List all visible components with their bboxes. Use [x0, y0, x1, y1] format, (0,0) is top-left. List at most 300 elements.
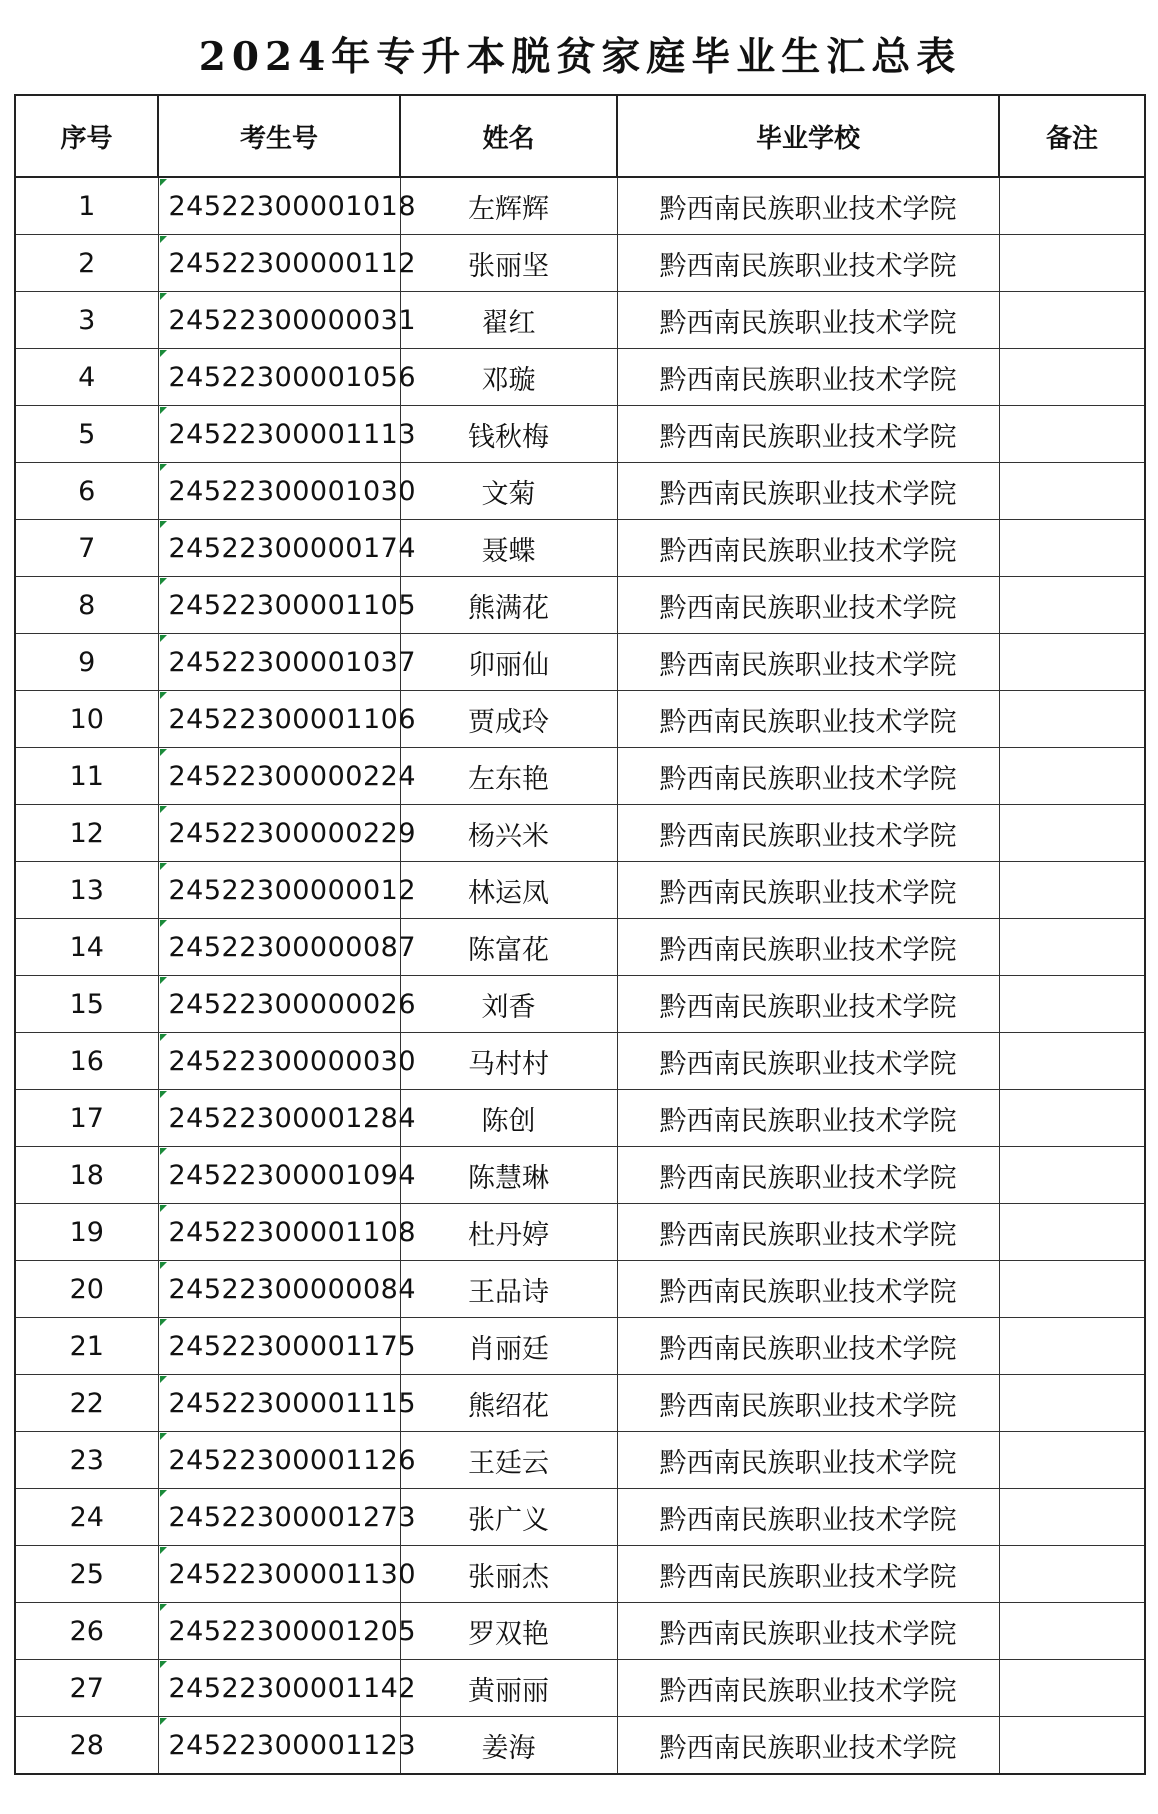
- cell-name-text: 钱秋梅: [468, 421, 549, 453]
- cell-text-marker-icon: [160, 977, 167, 984]
- cell-text-marker-icon: [160, 407, 167, 414]
- cell-school-text: 黔西南民族职业技术学院: [659, 193, 957, 225]
- cell-name: [400, 748, 617, 805]
- cell-exam-id-text: 24522300001205: [168, 1615, 416, 1647]
- cell-text-marker-icon: [160, 1718, 167, 1725]
- cell-exam-id-text: 24522300001105: [168, 589, 416, 621]
- cell-name: [400, 577, 617, 634]
- cell-no-text: 12: [69, 817, 104, 849]
- cell-name: [400, 1546, 617, 1603]
- cell-no: [15, 292, 158, 349]
- cell-exam-id-text: 24522300000084: [168, 1273, 416, 1305]
- cell-exam-id: [158, 1090, 416, 1147]
- cell-exam-id: [158, 292, 416, 349]
- cell-school: [617, 1033, 999, 1090]
- cell-no: [15, 1318, 158, 1375]
- cell-no: [15, 463, 158, 520]
- cell-name-text: 马村村: [468, 1048, 549, 1080]
- cell-no: [15, 976, 158, 1033]
- cell-school-text: 黔西南民族职业技术学院: [659, 649, 957, 681]
- cell-no: [15, 1261, 158, 1318]
- cell-no: [15, 1432, 158, 1489]
- cell-school: [617, 577, 999, 634]
- table-row: [15, 292, 1145, 349]
- cell-no: [15, 805, 158, 862]
- table-row: [15, 235, 1145, 292]
- cell-name-text: 张广义: [468, 1504, 549, 1536]
- cell-school-text: 黔西南民族职业技术学院: [659, 1105, 957, 1137]
- cell-exam-id: [158, 520, 416, 577]
- cell-exam-id: [158, 1204, 416, 1261]
- cell-no: [15, 862, 158, 919]
- cell-note: [999, 520, 1145, 577]
- cell-school-text: 黔西南民族职业技术学院: [659, 1732, 957, 1764]
- table-row: [15, 1432, 1145, 1489]
- cell-text-marker-icon: [160, 179, 167, 186]
- cell-exam-id-text: 24522300001284: [168, 1102, 416, 1134]
- column-header-no: 序号: [15, 95, 158, 177]
- cell-text-marker-icon: [160, 1319, 167, 1326]
- cell-name: [400, 1660, 617, 1717]
- column-header-note: 备注: [999, 95, 1145, 177]
- cell-exam-id-text: 24522300000087: [168, 931, 416, 963]
- cell-exam-id: [158, 463, 416, 520]
- cell-exam-id: [158, 577, 416, 634]
- cell-name-text: 卯丽仙: [468, 649, 549, 681]
- cell-school: [617, 520, 999, 577]
- cell-no: [15, 520, 158, 577]
- cell-no-text: 19: [69, 1216, 104, 1248]
- cell-school: [617, 177, 999, 235]
- cell-school: [617, 1318, 999, 1375]
- cell-school-text: 黔西南民族职业技术学院: [659, 307, 957, 339]
- cell-exam-id-text: 24522300001115: [168, 1387, 416, 1419]
- cell-exam-id: [158, 1261, 416, 1318]
- cell-school-text: 黔西南民族职业技术学院: [659, 1276, 957, 1308]
- cell-text-marker-icon: [160, 1091, 167, 1098]
- cell-no-text: 27: [69, 1672, 104, 1704]
- cell-text-marker-icon: [160, 236, 167, 243]
- table-row: [15, 577, 1145, 634]
- table-row: [15, 1261, 1145, 1318]
- cell-no: [15, 577, 158, 634]
- cell-name: [400, 919, 617, 976]
- table-row: [15, 919, 1145, 976]
- cell-no-text: 13: [69, 874, 104, 906]
- cell-note: [999, 1033, 1145, 1090]
- cell-exam-id-text: 24522300001126: [168, 1444, 416, 1476]
- cell-school-text: 黔西南民族职业技术学院: [659, 1219, 957, 1251]
- cell-exam-id: [158, 1717, 416, 1775]
- cell-exam-id-text: 24522300000031: [168, 304, 416, 336]
- cell-exam-id-text: 24522300000026: [168, 988, 416, 1020]
- table-row: [15, 1147, 1145, 1204]
- cell-exam-id: [158, 862, 416, 919]
- page-title: 2024年专升本脱贫家庭毕业生汇总表: [15, 14, 1145, 95]
- cell-no-text: 5: [78, 418, 96, 450]
- cell-note: [999, 805, 1145, 862]
- cell-school-text: 黔西南民族职业技术学院: [659, 877, 957, 909]
- cell-exam-id-text: 24522300001106: [168, 703, 416, 735]
- cell-school-text: 黔西南民族职业技术学院: [659, 763, 957, 795]
- cell-note: [999, 406, 1145, 463]
- cell-exam-id-text: 24522300001142: [168, 1672, 416, 1704]
- table-row: [15, 805, 1145, 862]
- cell-name-text: 熊满花: [468, 592, 549, 624]
- cell-note: [999, 577, 1145, 634]
- cell-note: [999, 1318, 1145, 1375]
- cell-note: [999, 1546, 1145, 1603]
- table-row: [15, 1318, 1145, 1375]
- cell-name: [400, 292, 617, 349]
- table-row: [15, 1489, 1145, 1546]
- cell-name-text: 刘香: [481, 991, 536, 1023]
- cell-school-text: 黔西南民族职业技术学院: [659, 1390, 957, 1422]
- table-row: [15, 691, 1145, 748]
- cell-exam-id-text: 24522300001108: [168, 1216, 416, 1248]
- cell-school-text: 黔西南民族职业技术学院: [659, 1333, 957, 1365]
- cell-name: [400, 177, 617, 235]
- cell-name-text: 翟红: [481, 307, 536, 339]
- cell-no-text: 18: [69, 1159, 104, 1191]
- cell-exam-id: [158, 1147, 416, 1204]
- cell-no: [15, 349, 158, 406]
- cell-text-marker-icon: [160, 1148, 167, 1155]
- cell-name-text: 陈慧琳: [468, 1162, 549, 1194]
- column-header-school: 毕业学校: [617, 95, 999, 177]
- cell-exam-id: [158, 919, 416, 976]
- cell-name: [400, 976, 617, 1033]
- graduate-summary-table: [14, 14, 1146, 1775]
- table-body: [15, 177, 1145, 1774]
- cell-exam-id: [158, 1660, 416, 1717]
- cell-note: [999, 463, 1145, 520]
- cell-no-text: 4: [78, 361, 96, 393]
- cell-name-text: 王廷云: [468, 1447, 549, 1479]
- cell-name: [400, 1204, 617, 1261]
- table-row: [15, 1090, 1145, 1147]
- cell-note: [999, 1432, 1145, 1489]
- cell-note: [999, 634, 1145, 691]
- cell-name-text: 罗双艳: [468, 1618, 549, 1650]
- table-row: [15, 1546, 1145, 1603]
- cell-no-text: 21: [69, 1330, 104, 1362]
- cell-name-text: 黄丽丽: [468, 1675, 549, 1707]
- cell-name-text: 文菊: [481, 478, 536, 510]
- cell-exam-id: [158, 1318, 416, 1375]
- cell-name: [400, 1147, 617, 1204]
- cell-school: [617, 1603, 999, 1660]
- cell-school-text: 黔西南民族职业技术学院: [659, 934, 957, 966]
- cell-name: [400, 235, 617, 292]
- cell-name-text: 张丽坚: [468, 250, 549, 282]
- cell-no-text: 23: [69, 1444, 104, 1476]
- cell-no: [15, 235, 158, 292]
- table-row: [15, 1204, 1145, 1261]
- cell-no: [15, 1717, 158, 1775]
- cell-text-marker-icon: [160, 293, 167, 300]
- cell-note: [999, 691, 1145, 748]
- table-row: [15, 748, 1145, 805]
- cell-no: [15, 748, 158, 805]
- table-row: [15, 1033, 1145, 1090]
- cell-school: [617, 976, 999, 1033]
- cell-school: [617, 748, 999, 805]
- cell-school-text: 黔西南民族职业技术学院: [659, 1618, 957, 1650]
- cell-name: [400, 1090, 617, 1147]
- cell-school-text: 黔西南民族职业技术学院: [659, 421, 957, 453]
- cell-school-text: 黔西南民族职业技术学院: [659, 250, 957, 282]
- cell-exam-id-text: 24522300001094: [168, 1159, 416, 1191]
- cell-name-text: 张丽杰: [468, 1561, 549, 1593]
- cell-note: [999, 1090, 1145, 1147]
- cell-no-text: 9: [78, 646, 96, 678]
- cell-no-text: 2: [78, 247, 96, 279]
- cell-exam-id-text: 24522300001273: [168, 1501, 416, 1533]
- cell-school-text: 黔西南民族职业技术学院: [659, 535, 957, 567]
- cell-no-text: 3: [78, 304, 96, 336]
- cell-name-text: 林运凤: [468, 877, 549, 909]
- cell-school: [617, 1261, 999, 1318]
- cell-exam-id: [158, 805, 416, 862]
- cell-note: [999, 1375, 1145, 1432]
- cell-note: [999, 235, 1145, 292]
- cell-exam-id: [158, 976, 416, 1033]
- cell-name: [400, 691, 617, 748]
- cell-exam-id-text: 24522300000229: [168, 817, 416, 849]
- cell-school: [617, 1489, 999, 1546]
- cell-note: [999, 1489, 1145, 1546]
- cell-text-marker-icon: [160, 863, 167, 870]
- cell-note: [999, 748, 1145, 805]
- cell-no: [15, 1603, 158, 1660]
- cell-no-text: 25: [69, 1558, 104, 1590]
- cell-no: [15, 919, 158, 976]
- cell-text-marker-icon: [160, 350, 167, 357]
- cell-exam-id-text: 24522300001123: [168, 1729, 416, 1761]
- cell-name: [400, 634, 617, 691]
- cell-name: [400, 862, 617, 919]
- cell-exam-id: [158, 1375, 416, 1432]
- cell-no: [15, 1375, 158, 1432]
- cell-no-text: 16: [69, 1045, 104, 1077]
- table-row: [15, 862, 1145, 919]
- cell-text-marker-icon: [160, 1661, 167, 1668]
- cell-exam-id: [158, 349, 416, 406]
- cell-note: [999, 976, 1145, 1033]
- table-row: [15, 1375, 1145, 1432]
- cell-school: [617, 1546, 999, 1603]
- cell-note: [999, 1660, 1145, 1717]
- cell-school: [617, 862, 999, 919]
- cell-note: [999, 1261, 1145, 1318]
- cell-exam-id-text: 24522300001030: [168, 475, 416, 507]
- table-row: [15, 406, 1145, 463]
- cell-no: [15, 406, 158, 463]
- cell-note: [999, 1603, 1145, 1660]
- cell-exam-id: [158, 1603, 416, 1660]
- cell-text-marker-icon: [160, 1205, 167, 1212]
- cell-exam-id: [158, 634, 416, 691]
- cell-text-marker-icon: [160, 1262, 167, 1269]
- cell-school: [617, 634, 999, 691]
- table-row: [15, 1717, 1145, 1775]
- cell-no: [15, 1489, 158, 1546]
- cell-no: [15, 1090, 158, 1147]
- cell-school: [617, 1660, 999, 1717]
- cell-no-text: 8: [78, 589, 96, 621]
- cell-note: [999, 1717, 1145, 1775]
- cell-exam-id-text: 24522300001018: [168, 190, 416, 222]
- cell-name: [400, 805, 617, 862]
- cell-exam-id: [158, 691, 416, 748]
- cell-school: [617, 463, 999, 520]
- table-row: [15, 177, 1145, 235]
- cell-text-marker-icon: [160, 692, 167, 699]
- cell-no-text: 1: [78, 190, 96, 222]
- cell-exam-id: [158, 748, 416, 805]
- cell-note: [999, 1204, 1145, 1261]
- cell-name-text: 熊绍花: [468, 1390, 549, 1422]
- cell-exam-id: [158, 406, 416, 463]
- cell-text-marker-icon: [160, 1490, 167, 1497]
- cell-school: [617, 805, 999, 862]
- cell-exam-id: [158, 177, 416, 235]
- cell-exam-id: [158, 1033, 416, 1090]
- cell-school: [617, 292, 999, 349]
- cell-no: [15, 634, 158, 691]
- table-row: [15, 976, 1145, 1033]
- cell-school: [617, 1147, 999, 1204]
- cell-text-marker-icon: [160, 464, 167, 471]
- cell-note: [999, 177, 1145, 235]
- cell-no-text: 28: [69, 1729, 104, 1761]
- cell-exam-id-text: 24522300001175: [168, 1330, 416, 1362]
- table-header-row: [15, 95, 1145, 177]
- cell-name-text: 邓璇: [481, 364, 536, 396]
- cell-school: [617, 1717, 999, 1775]
- cell-name-text: 杜丹婷: [468, 1219, 549, 1251]
- cell-exam-id-text: 24522300000224: [168, 760, 416, 792]
- cell-exam-id-text: 24522300000012: [168, 874, 416, 906]
- cell-note: [999, 1147, 1145, 1204]
- column-header-exam-id: 考生号: [158, 95, 400, 177]
- cell-name-text: 左东艳: [468, 763, 549, 795]
- cell-name: [400, 406, 617, 463]
- cell-school: [617, 1375, 999, 1432]
- cell-name-text: 陈富花: [468, 934, 549, 966]
- cell-school: [617, 235, 999, 292]
- cell-school-text: 黔西南民族职业技术学院: [659, 820, 957, 852]
- table-row: [15, 1660, 1145, 1717]
- cell-name: [400, 520, 617, 577]
- cell-name: [400, 1375, 617, 1432]
- cell-school-text: 黔西南民族职业技术学院: [659, 1162, 957, 1194]
- cell-text-marker-icon: [160, 920, 167, 927]
- cell-school-text: 黔西南民族职业技术学院: [659, 364, 957, 396]
- table-row: [15, 463, 1145, 520]
- cell-exam-id-text: 24522300001056: [168, 361, 416, 393]
- cell-no: [15, 1546, 158, 1603]
- cell-text-marker-icon: [160, 1433, 167, 1440]
- cell-school-text: 黔西南民族职业技术学院: [659, 1504, 957, 1536]
- cell-school: [617, 349, 999, 406]
- cell-name-text: 陈创: [481, 1105, 536, 1137]
- cell-school-text: 黔西南民族职业技术学院: [659, 1048, 957, 1080]
- cell-name: [400, 1261, 617, 1318]
- table-row: [15, 520, 1145, 577]
- cell-name-text: 贾成玲: [468, 706, 549, 738]
- cell-no-text: 7: [78, 532, 96, 564]
- cell-no: [15, 691, 158, 748]
- cell-note: [999, 862, 1145, 919]
- cell-name-text: 聂蝶: [481, 535, 536, 567]
- cell-text-marker-icon: [160, 1376, 167, 1383]
- cell-name-text: 肖丽廷: [468, 1333, 549, 1365]
- cell-school: [617, 1204, 999, 1261]
- cell-no-text: 14: [69, 931, 104, 963]
- cell-no-text: 17: [69, 1102, 104, 1134]
- cell-no: [15, 1204, 158, 1261]
- cell-no: [15, 1033, 158, 1090]
- cell-exam-id-text: 24522300000174: [168, 532, 416, 564]
- cell-school: [617, 1090, 999, 1147]
- table-row: [15, 349, 1145, 406]
- cell-school-text: 黔西南民族职业技术学院: [659, 478, 957, 510]
- table-row: [15, 634, 1145, 691]
- cell-no-text: 26: [69, 1615, 104, 1647]
- cell-name-text: 左辉辉: [468, 193, 549, 225]
- cell-exam-id-text: 24522300000030: [168, 1045, 416, 1077]
- cell-school-text: 黔西南民族职业技术学院: [659, 1447, 957, 1479]
- column-header-name: 姓名: [400, 95, 617, 177]
- cell-note: [999, 919, 1145, 976]
- cell-name: [400, 1717, 617, 1775]
- cell-school: [617, 691, 999, 748]
- cell-no-text: 10: [69, 703, 104, 735]
- cell-name: [400, 1603, 617, 1660]
- cell-exam-id: [158, 1432, 416, 1489]
- cell-no: [15, 177, 158, 235]
- cell-exam-id: [158, 1489, 416, 1546]
- cell-exam-id-text: 24522300001130: [168, 1558, 416, 1590]
- cell-name: [400, 463, 617, 520]
- table-row: [15, 1603, 1145, 1660]
- cell-school: [617, 919, 999, 976]
- cell-text-marker-icon: [160, 1034, 167, 1041]
- cell-no: [15, 1147, 158, 1204]
- cell-no-text: 24: [69, 1501, 104, 1533]
- cell-exam-id-text: 24522300000112: [168, 247, 416, 279]
- cell-exam-id-text: 24522300001113: [168, 418, 416, 450]
- cell-name: [400, 349, 617, 406]
- cell-no: [15, 1660, 158, 1717]
- cell-no-text: 6: [78, 475, 96, 507]
- cell-no-text: 15: [69, 988, 104, 1020]
- cell-school-text: 黔西南民族职业技术学院: [659, 1675, 957, 1707]
- cell-exam-id: [158, 1546, 416, 1603]
- cell-school: [617, 1432, 999, 1489]
- cell-text-marker-icon: [160, 521, 167, 528]
- cell-school-text: 黔西南民族职业技术学院: [659, 706, 957, 738]
- cell-text-marker-icon: [160, 1604, 167, 1611]
- cell-name: [400, 1033, 617, 1090]
- cell-name: [400, 1489, 617, 1546]
- cell-name-text: 姜海: [481, 1732, 536, 1764]
- cell-note: [999, 349, 1145, 406]
- cell-text-marker-icon: [160, 1547, 167, 1554]
- cell-name: [400, 1318, 617, 1375]
